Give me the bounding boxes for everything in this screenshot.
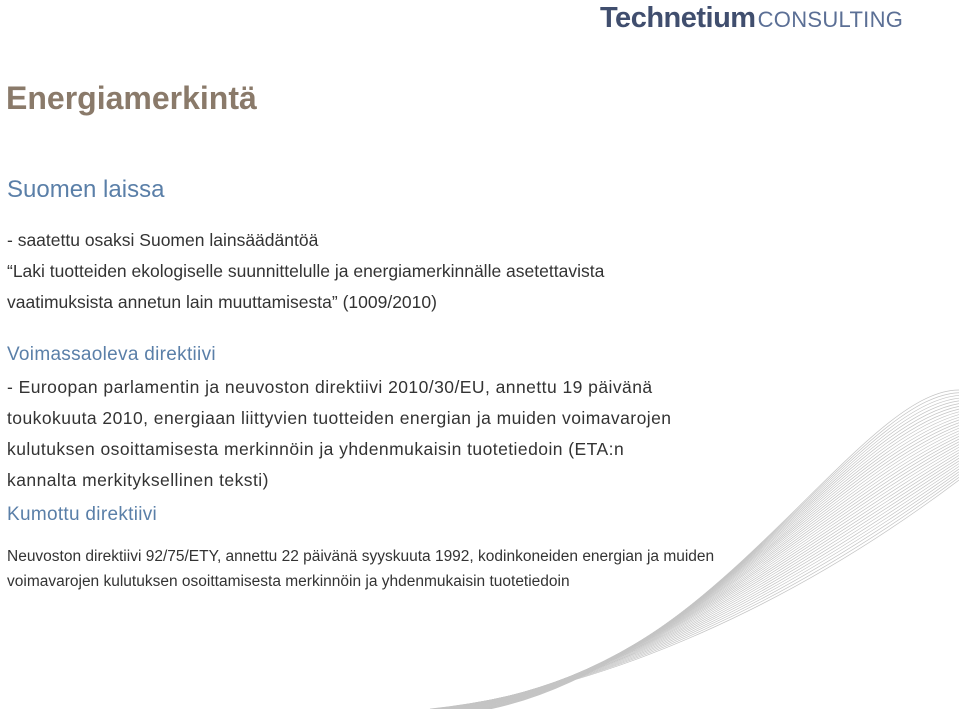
text-line: vaatimuksista annetun lain muuttamisesta” (1009/2010) bbox=[7, 292, 437, 312]
text-line: - Euroopan parlamentin ja neuvoston direktiivi 2010/30/EU, annettu 19 päivänä bbox=[7, 377, 653, 397]
company-logo bbox=[600, 4, 903, 33]
section-text-voimassa bbox=[7, 372, 767, 496]
text-line: “Laki tuotteiden ekologiselle suunnittelulle ja energiamerkinnälle asetettavista bbox=[7, 261, 605, 281]
text-line: Neuvoston direktiivi 92/75/ETY, annettu 22 päivänä syyskuuta 1992, kodinkoneiden energian ja muiden bbox=[7, 548, 715, 565]
text-line: kannalta merkityksellinen teksti) bbox=[7, 470, 269, 490]
logo-main-text: Technetium bbox=[600, 2, 756, 34]
section-text-suomen bbox=[7, 225, 767, 318]
text-line: kulutuksen osoittamisesta merkinnöin ja yhdenmukaisin tuotetiedoin (ETA:n bbox=[7, 439, 625, 459]
text-line: - saatettu osaksi Suomen lainsäädäntöä bbox=[7, 230, 319, 250]
text-line: toukokuuta 2010, energiaan liittyvien tuotteiden energian ja muiden voimavarojen bbox=[7, 408, 672, 428]
section-heading-kumottu: Kumottu direktiivi bbox=[7, 504, 158, 525]
section-heading-voimassa: Voimassaoleva direktiivi bbox=[7, 344, 216, 365]
section-text-kumottu bbox=[7, 544, 787, 594]
wave-line bbox=[430, 480, 959, 709]
text-line: voimavarojen kulutuksen osoittamisesta merkinnöin ja yhdenmukaisin tuotetiedoin bbox=[7, 573, 570, 590]
logo-sub-text: CONSULTING bbox=[757, 7, 904, 32]
section-heading-suomen: Suomen laissa bbox=[7, 176, 165, 203]
page-title: Energiamerkintä bbox=[6, 80, 257, 116]
